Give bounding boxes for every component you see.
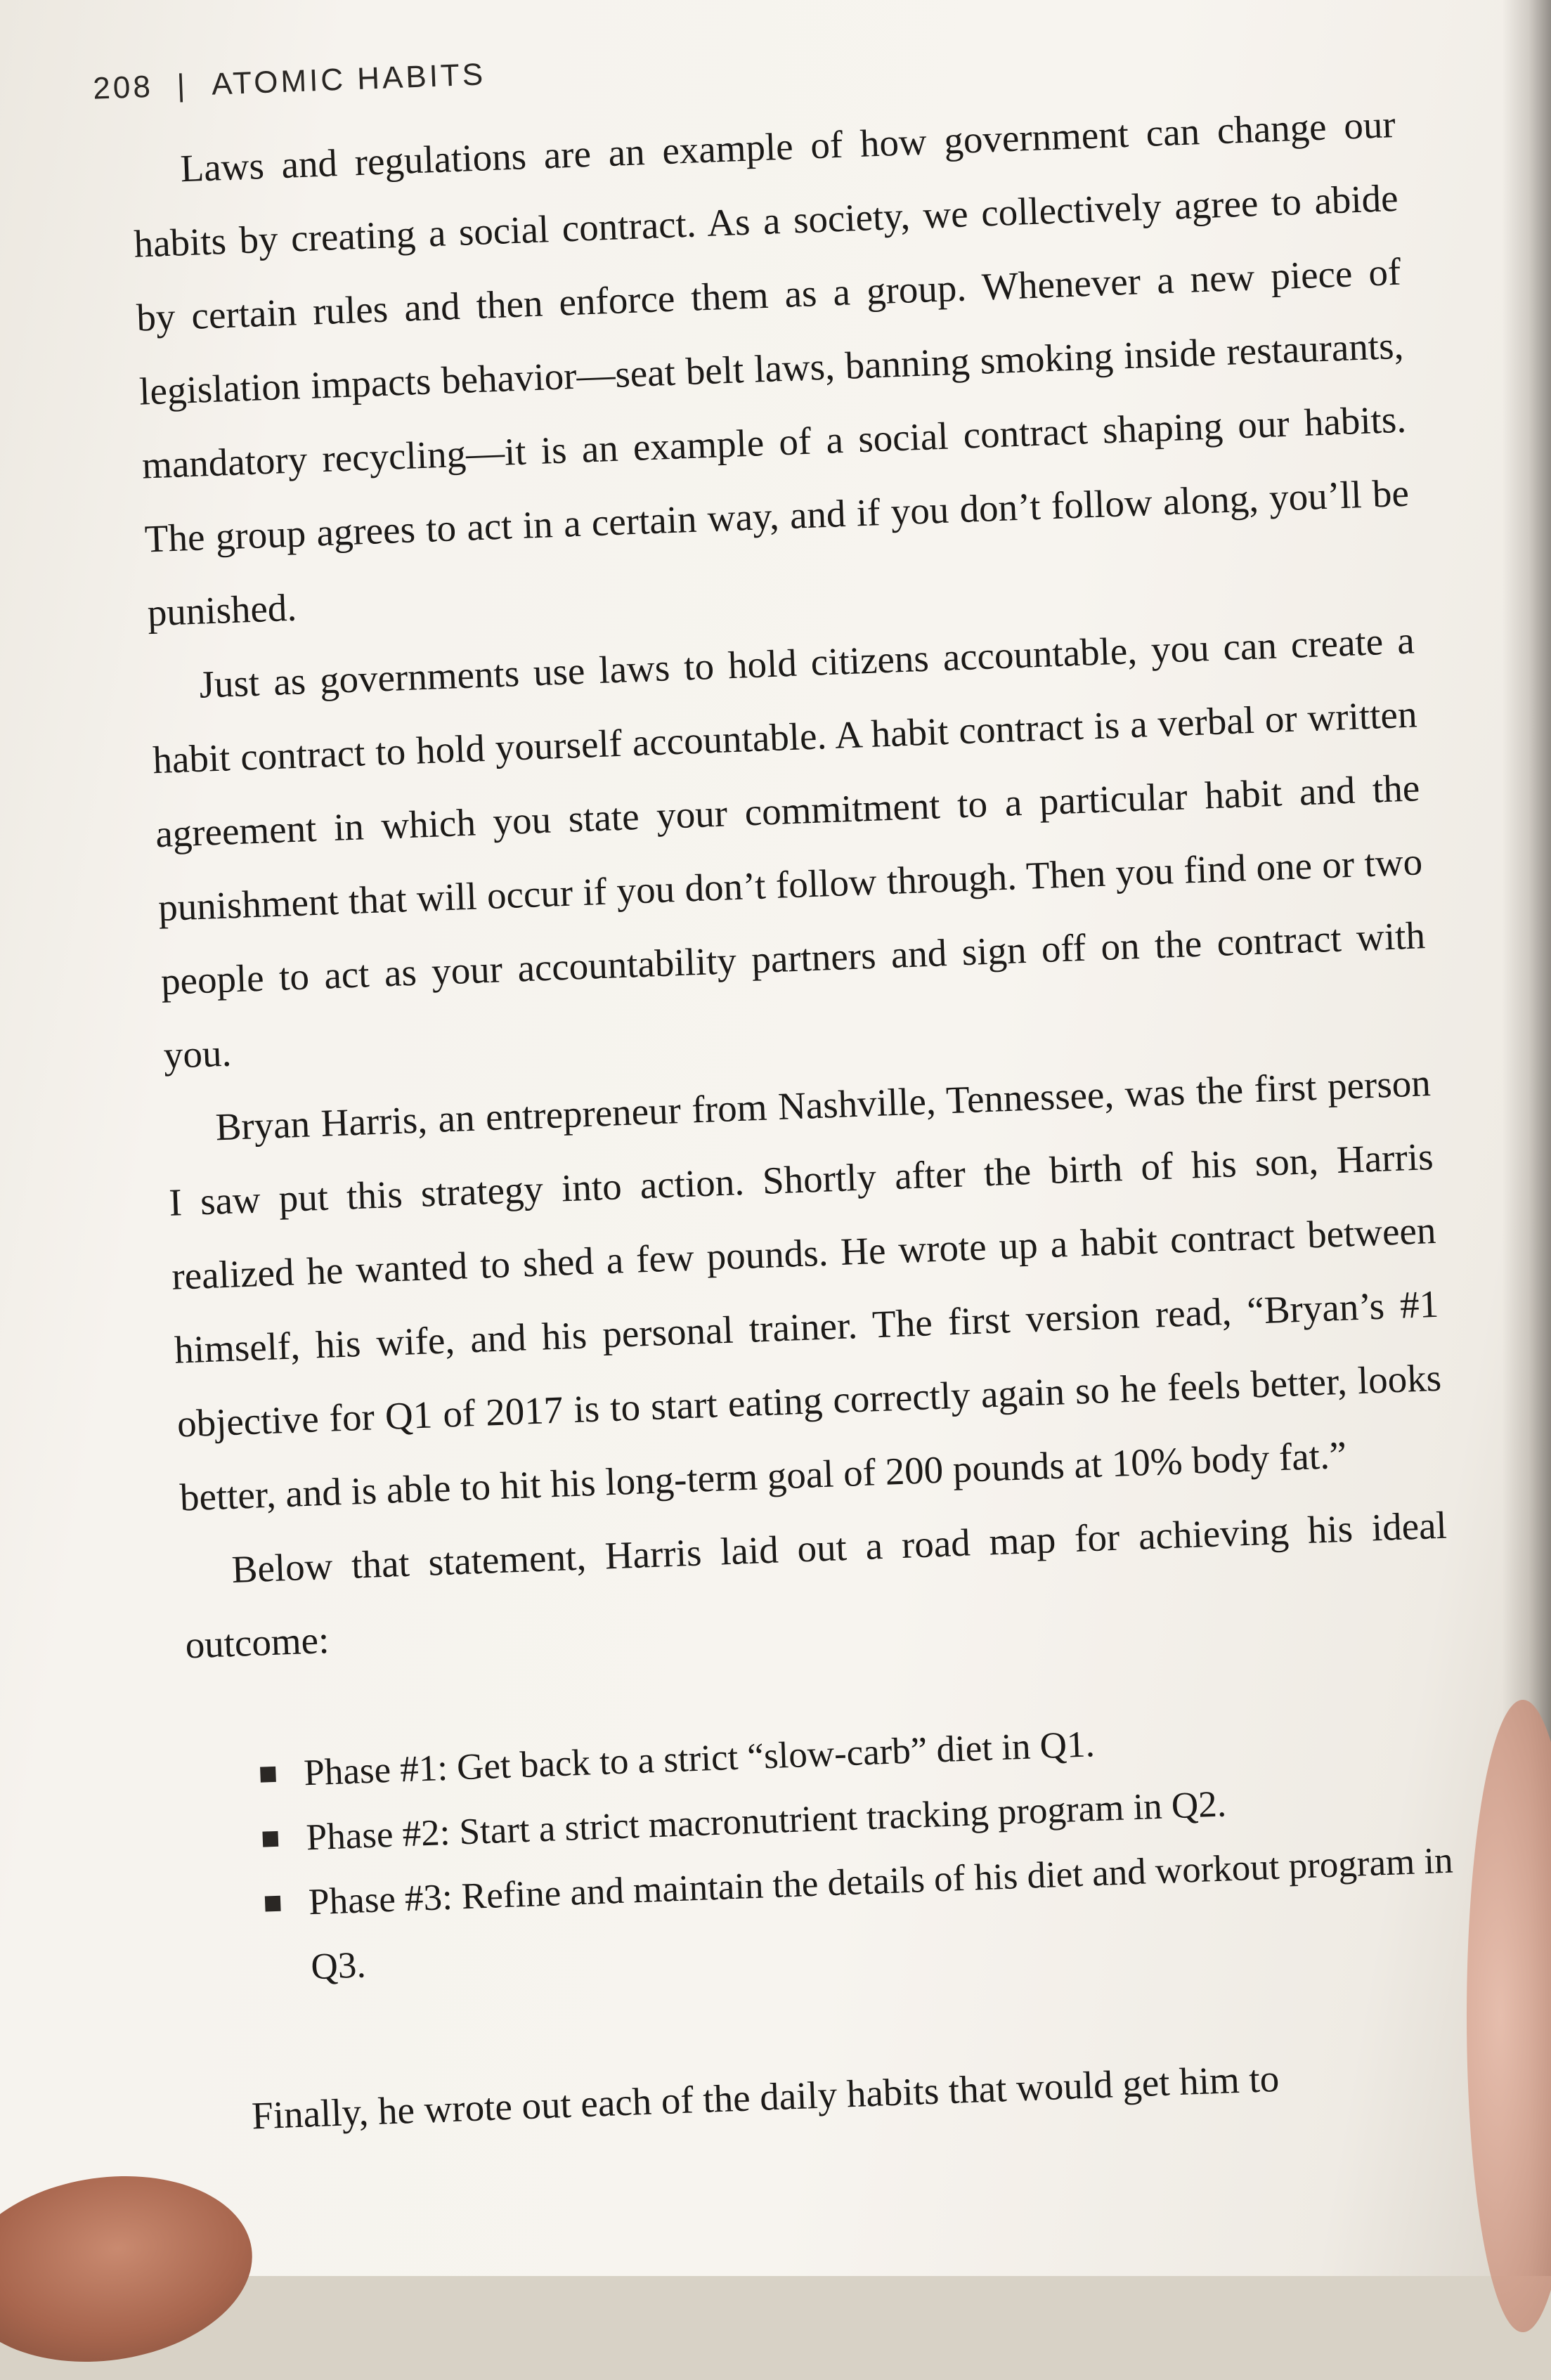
book-title: ATOMIC HABITS [211,57,486,102]
paragraph-laws: Laws and regulations are an example of how government can change our habits by creating a social contract. As a society, we collectively agree to abide by certain rules and then enforce them as a group. Whenever a new piece of legislation impacts behavior—seat belt laws, banning smoking inside restaurants, mandatory recycling—it is an example of a social contract shaping our habits. The group agrees to act in a certain way, and if you don’t follow along, you’ll be punished. [133,102,1410,635]
square-bullet-icon [260,1767,276,1783]
page-content [92,0,1468,2154]
header-separator: | [176,67,189,103]
square-bullet-icon [262,1831,278,1847]
list-item-text: Phase #2: Start a strict macronutrient tracking program in Q2. [305,1783,1227,1859]
phase-list [259,1698,1462,2001]
left-thumb [0,2158,264,2380]
right-thumb-edge [1467,1700,1551,2332]
list-item-text: Phase #1: Get back to a strict “slow-carb” diet in Q1. [303,1724,1096,1794]
page-number: 208 [92,69,154,106]
list-item-text: Phase #3: Refine and maintain the details of his diet and workout program in Q3. [308,1840,1454,1988]
paragraph-road-map: Below that statement, Harris laid out a road map for achieving his ideal outcome: [184,1503,1448,1667]
paragraph-final: Finally, he wrote out each of the daily habits that would get him to [251,2056,1280,2138]
paragraph-bryan-harris: Bryan Harris, an entrepreneur from Nashville, Tennessee, was the first person I saw put this strategy into action. Shortly after the birth of his son, Harris realized he wanted to shed a few pounds. He wrote up a habit contract between himself, his wife, and his personal trainer. The first version read, “Bryan’s #1 objective for Q1 of 2017 is to start eating correctly again so he feels better, looks better, and is able to hit his long-term goal of 200 pounds at 10% body fat.” [168,1061,1443,1519]
paragraph-habit-contract: Just as governments use laws to hold citizens accountable, you can create a habit contract to hold yourself accountable. A habit contract is a verbal or written agreement in which you state your commitment to a particular habit and the punishment that will occur if you don’t follow through. Then you find one or two people to act as your accountability partners and sign off on the contract with you. [152,618,1426,1077]
square-bullet-icon [265,1896,281,1912]
